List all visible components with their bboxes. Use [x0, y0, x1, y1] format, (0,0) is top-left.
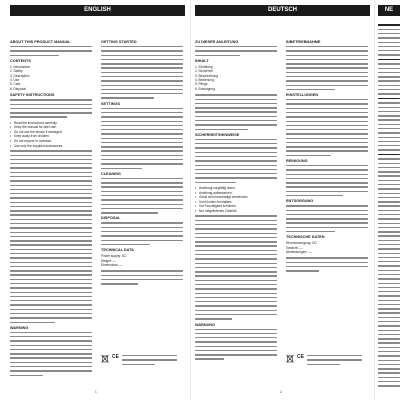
- safety-bullet: • Nur mitgeliefertes Zubehör.: [195, 209, 277, 214]
- cleaning-text-lines: [101, 178, 183, 214]
- contents-item: 5. Care: [10, 82, 21, 87]
- contents-item: 3. Beschreibung: [195, 73, 219, 78]
- deutsch-right-subcolumn: [286, 38, 368, 275]
- settings-text-lines: [286, 99, 368, 156]
- page-number: 1: [95, 390, 97, 394]
- warning-title: WARNUNG: [195, 322, 216, 327]
- contents-item: 6. Entsorgung: [195, 86, 215, 91]
- settings-title: SETTINGS: [101, 101, 120, 106]
- ce-mark-icon: CE: [297, 354, 304, 360]
- safety-text-lines: [195, 139, 277, 183]
- cleaning-title: CLEANING: [101, 171, 121, 176]
- contents-item: 2. Safety: [10, 69, 23, 74]
- safety-bullet: • Do not use the device if damaged.: [10, 130, 92, 135]
- language-header: NE: [378, 5, 400, 16]
- settings-title: EINSTELLUNGEN: [286, 93, 319, 98]
- recycle-bin-icon: [286, 354, 294, 363]
- compliance-text-lines: [122, 355, 177, 368]
- page-divider: [190, 0, 191, 400]
- use-text-lines: [286, 46, 368, 90]
- settings-text-lines: [101, 108, 183, 169]
- spec-item: Abmessungen: —: [286, 250, 312, 255]
- english-right-subcolumn: [101, 38, 183, 287]
- safety-text-lines: [10, 99, 92, 118]
- contents-item: 4. Bedienung: [195, 78, 214, 83]
- safety-bullet: • Von Kindern fernhalten.: [195, 200, 277, 205]
- intro-text-lines: [10, 46, 92, 56]
- compliance-logos: [101, 354, 177, 368]
- contents-item: 2. Sicherheit: [195, 69, 213, 74]
- use-text-lines: [101, 46, 183, 99]
- safety-bullet: • Anleitung aufbewahren.: [195, 191, 277, 196]
- intro-title: ZU DIESER ANLEITUNG: [195, 40, 239, 44]
- deutsch-left-subcolumn: [195, 38, 277, 363]
- page-number: 2: [280, 390, 282, 394]
- spec-item: Dimensions: —: [101, 262, 123, 267]
- more-text-lines: [195, 215, 277, 319]
- contents-title: INHALT: [195, 58, 209, 63]
- column-english: [10, 0, 185, 400]
- disposal-text-lines: [286, 205, 368, 232]
- body-text-lines: [10, 150, 92, 323]
- column-deutsch: [195, 0, 370, 400]
- safety-bullet: • Use only the supplied accessories.: [10, 144, 92, 149]
- specs-title: TECHNISCHE DATEN: [286, 235, 325, 240]
- disposal-title: DISPOSAL: [101, 216, 121, 221]
- contents-item: 5. Pflege: [195, 82, 208, 87]
- safety-bullet: • Keep away from children.: [10, 134, 92, 139]
- cleaning-text-lines: [286, 165, 368, 196]
- disposal-text-lines: [101, 222, 183, 245]
- spec-item: Stromversorgung: DC: [286, 241, 317, 246]
- contents-item: 1. Einleitung: [195, 64, 213, 69]
- body-text-lines: [195, 94, 277, 130]
- page-divider: [374, 0, 375, 400]
- safety-bullet: • Do not expose to moisture.: [10, 139, 92, 144]
- column-third-language: [378, 0, 400, 400]
- contents-title: CONTENTS: [10, 58, 31, 63]
- third-column-text-lines: [378, 24, 400, 387]
- compliance-logos: [286, 354, 362, 368]
- language-header: DEUTSCH: [195, 5, 370, 16]
- safety-bullet: • Vor Feuchtigkeit schützen.: [195, 204, 277, 209]
- disposal-title: ENTSORGUNG: [286, 199, 314, 204]
- specs-text-lines: [286, 257, 368, 271]
- contents-item: 1. Introduction: [10, 64, 31, 69]
- safety-title: SAFETY INSTRUCTIONS: [10, 93, 55, 98]
- cleaning-title: REINIGUNG: [286, 159, 308, 164]
- safety-title: SICHERHEITSHINWEISE: [195, 132, 240, 137]
- ce-mark-icon: CE: [112, 354, 119, 360]
- recycle-bin-icon: [101, 354, 109, 363]
- warning-title: WARNING: [10, 325, 29, 330]
- warning-text-lines: [10, 332, 92, 376]
- safety-bullet: • Keep the manual for later use.: [10, 125, 92, 130]
- use-title: GETTING STARTED: [101, 40, 137, 44]
- spec-item: Gewicht: —: [286, 245, 303, 250]
- intro-title: ABOUT THIS PRODUCT MANUAL: [10, 40, 71, 44]
- specs-title: TECHNICAL DATA: [101, 248, 134, 253]
- safety-bullet: • Gerät nicht beschädigt verwenden.: [195, 195, 277, 200]
- contents-item: 4. Use: [10, 78, 20, 83]
- spec-item: Weight: —: [101, 258, 116, 263]
- spec-item: Power supply: DC: [101, 254, 127, 259]
- use-title: INBETRIEBNAHME: [286, 40, 321, 44]
- language-header: ENGLISH: [10, 5, 185, 16]
- contents-item: 3. Description: [10, 73, 30, 78]
- safety-bullet: • Anleitung sorgfältig lesen.: [195, 186, 277, 191]
- safety-bullet: • Read the instructions carefully.: [10, 121, 92, 126]
- compliance-text-lines: [307, 355, 362, 368]
- specs-text-lines: [101, 270, 183, 284]
- english-left-subcolumn: [10, 38, 92, 379]
- intro-text-lines: [195, 46, 277, 56]
- contents-item: 6. Disposal: [10, 86, 26, 91]
- warning-text-lines: [195, 329, 277, 360]
